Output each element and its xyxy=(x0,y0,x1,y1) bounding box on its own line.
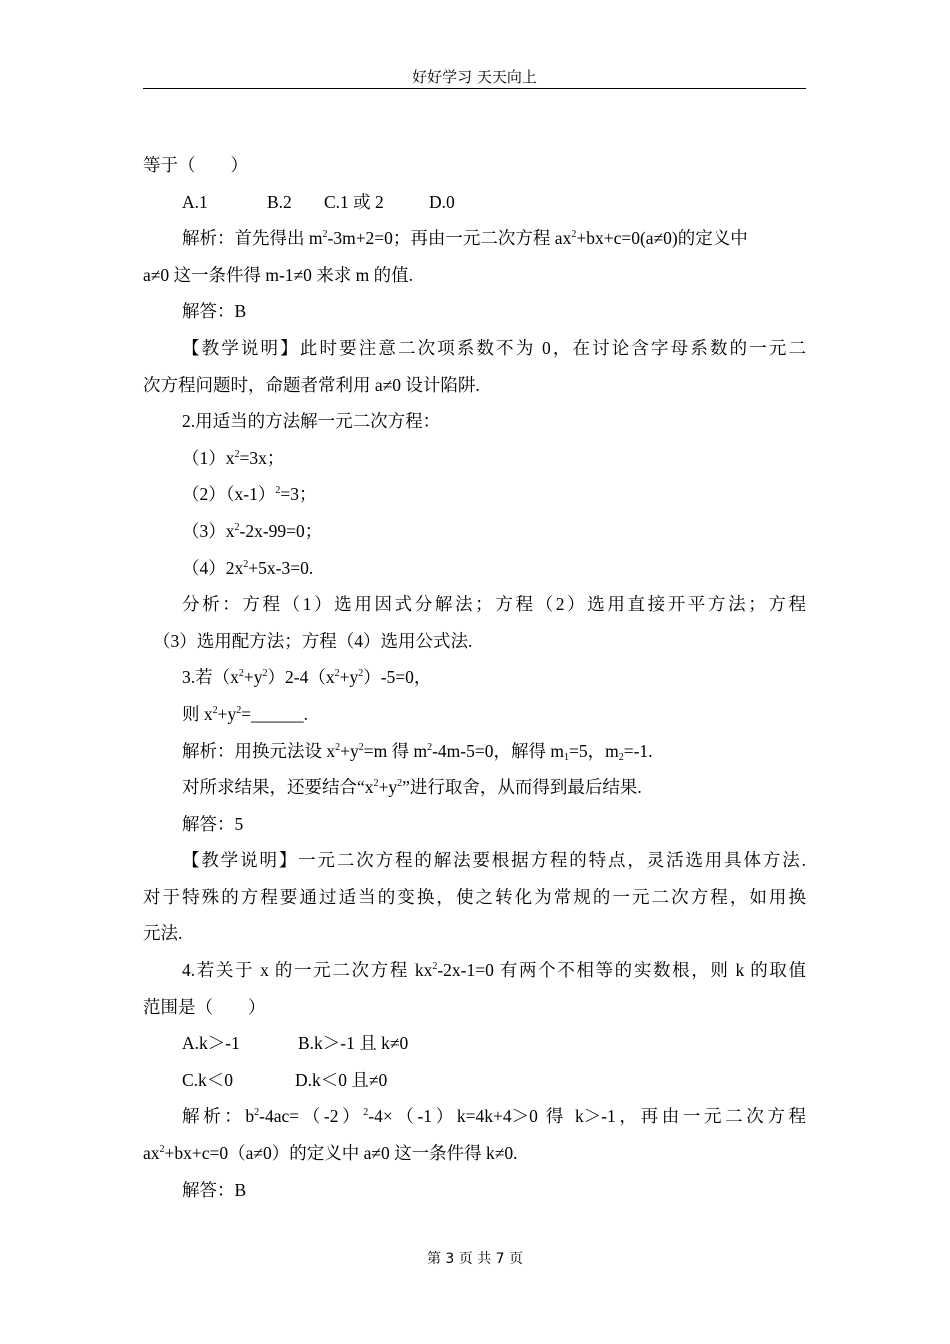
q1-options xyxy=(143,184,806,221)
q2-eq3: $(3)x^2-2x-99=0$； xyxy=(182,520,323,541)
q3-stem: 3.若$(x^2+y^2)2-4(x^2+y^2)-5=0$， xyxy=(182,667,432,688)
q3-result: 对所求结果，还要结合“$x^2+y^2$”进行取舍，从而得到最后结果. xyxy=(182,777,642,798)
page-header: 好好学习 天天向上 xyxy=(412,68,537,86)
q2-eq4: $(4)2x^2+5x-3=0$. xyxy=(182,557,314,578)
q2-analysis-line1: 分析：方程（1）选用因式分解法；方程（2）选用直接开平方法；方程 xyxy=(182,594,806,615)
header-rule xyxy=(143,88,806,89)
q4-stem-line2: 范围是（ ） xyxy=(143,996,266,1017)
q3-then: 则 $x^2+y^2=\_\_\_\_\_\_$. xyxy=(182,703,308,724)
q4-option-b: B.k＞-1 且 k≠0 xyxy=(298,1033,409,1054)
q2-analysis-line2: （3）选用配方法；方程（4）选用公式法. xyxy=(153,630,473,651)
q1-option-a: A.1 xyxy=(182,191,208,212)
q4-option-d: D.k＜0 且≠0 xyxy=(295,1069,388,1090)
q1-option-d: D.0 xyxy=(429,191,455,212)
q2-eq1: $(1)x^2=3x$； xyxy=(182,447,285,468)
q4-options-ab xyxy=(143,1025,806,1062)
q1-note-line1: 【教学说明】此时要注意二次项系数不为 0，在讨论含字母系数的一元二 xyxy=(182,337,806,358)
q1-answer: 解答：B xyxy=(182,301,247,322)
q3-analysis: 解析：用换元法设 $x^2+y^2=m$ 得 $m^2-4m-5=0$，解得 $m_1=5$，$m_2=-1$. xyxy=(182,740,653,763)
q4-options-cd xyxy=(143,1062,806,1099)
q1-analysis-line2: a≠0 这一条件得 m-1≠0 来求 m 的值. xyxy=(143,264,414,285)
document-body xyxy=(143,147,806,1208)
q4-option-a: A.k＞-1 xyxy=(182,1033,240,1054)
q1-note-line2: 次方程问题时，命题者常利用 a≠0 设计陷阱. xyxy=(143,374,480,395)
page-footer: 第 3 页 共 7 页 xyxy=(426,1251,524,1267)
q2-stem: 2.用适当的方法解一元二次方程： xyxy=(182,411,441,432)
q1-option-b: B.2 xyxy=(267,191,292,212)
q4-analysis-line2: $ax^2+bx+c=0(a\ne 0)$的定义中 a≠0 这一条件得 k≠0. xyxy=(143,1143,518,1164)
q1-stem-end: 等于（ ） xyxy=(143,155,248,175)
q4-option-c: C.k＜0 xyxy=(182,1069,234,1090)
q3-note-line1: 【教学说明】一元二次方程的解法要根据方程的特点，灵活选用具体方法. xyxy=(182,850,806,871)
q1-option-c: C.1 或 2 xyxy=(324,191,384,212)
q2-eq2: $(2)(x-1)^2=3$； xyxy=(182,484,317,505)
q1-analysis-line1: 解析：首先得出 $m^2-3m+2=0$；再由一元二次方程 $ax^2+bx+c=0(a\ne 0)$的定义中 xyxy=(182,228,748,249)
q4-answer: 解答：B xyxy=(182,1179,247,1200)
q4-stem-line1: 4.若关于 x 的一元二次方程 $kx^2-2x-1=0$ 有两个不相等的实数根，则 k 的取值 xyxy=(182,960,807,981)
q3-answer: 解答：5 xyxy=(182,813,244,834)
q3-note-line2: 对于特殊的方程要通过适当的变换，使之转化为常规的一元二次方程，如用换 xyxy=(143,886,806,907)
q4-analysis-line1: 解析：$b^2-4ac=(-2)^2-4\times(-1)k=4k+4>0$ 得 k＞-1，再由一元二次方程 xyxy=(182,1106,807,1127)
q3-note-line3: 元法. xyxy=(143,923,183,944)
